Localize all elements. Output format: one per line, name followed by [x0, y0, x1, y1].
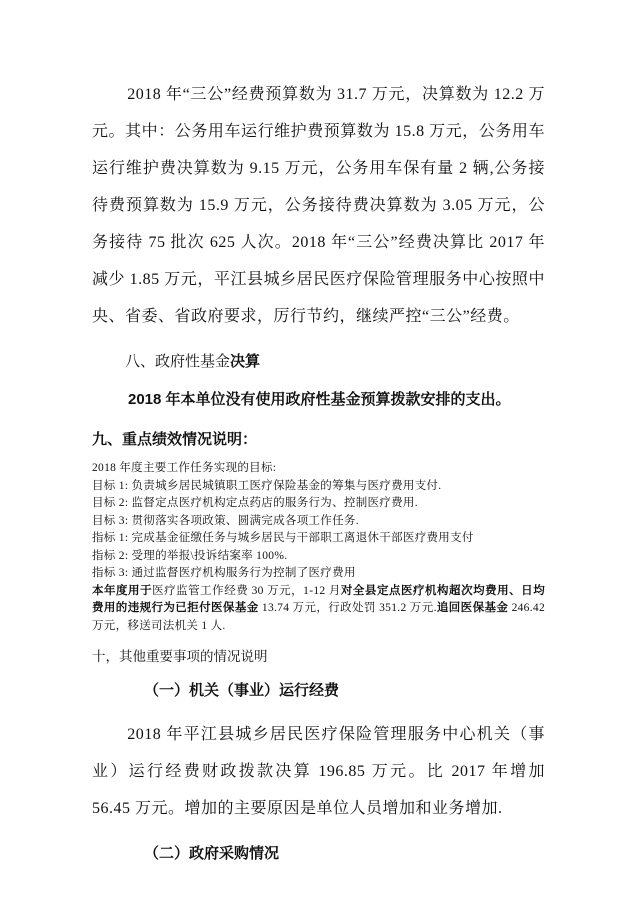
section-8-heading-prefix: 八、政府性基金: [125, 354, 231, 370]
summary-bold-segment: 本年度用于: [92, 584, 153, 597]
section-8-statement: 2018 年本单位没有使用政府性基金预算拨款安排的支出。: [128, 391, 511, 408]
performance-goal-lines: [92, 460, 545, 583]
summary-bold-segment: 对全县定点医疗机构超次均费用、日均费用的违规行为已拒付医保基金: [92, 584, 545, 614]
section-8-heading: [92, 351, 545, 373]
operating-expense-paragraph: 2018 年平江县城乡居民医疗保险管理服务中心机关（事业）运行经费财政拨款决算 196.85 万元。比 2017 年增加 56.45 万元。增加的主要原因是单位人员增加和业务增加.: [92, 726, 545, 817]
section-8-heading-bold-part: 决算: [230, 353, 261, 370]
performance-line: 指标 3: 通过监督医疗机构服务行为控制了医疗费用: [92, 567, 356, 579]
performance-detail-block: [92, 460, 545, 635]
section-9-heading: 九、重点绩效情况说明：: [92, 431, 258, 448]
summary-segment: 13.74 万元，行政处罚 351.2 万元.: [258, 602, 437, 614]
summary-segment: 医疗监管工作经费 30 万元，1-12 月: [152, 584, 341, 597]
performance-line: 目标 1: 负责城乡居民城镇职工医疗保险基金的筹集与医疗费用支付.: [92, 479, 442, 492]
performance-line: 2018 年度主要工作任务实现的目标:: [92, 462, 277, 474]
performance-summary-paragraph: [92, 583, 545, 636]
performance-line: 指标 1: 完成基金征缴任务与城乡居民与干部职工离退休干部医疗费用支付: [92, 532, 474, 544]
performance-line: 目标 2: 监督定点医疗机构定点药店的服务行为、控制医疗费用.: [92, 497, 418, 509]
performance-line: 目标 3: 贯彻落实各项政策、圆满完成各项工作任务.: [92, 514, 359, 527]
subsection-1-heading: （一）机关（事业）运行经费: [144, 682, 340, 699]
section-10-heading: 十，其他重要事项的情况说明: [92, 649, 268, 664]
summary-segment: 246.42 万元，移送司法机关 1 人.: [92, 602, 545, 632]
performance-line: 指标 2: 受理的举报\投诉结案率 100%.: [92, 549, 288, 562]
sangong-expense-paragraph: 2018 年“三公”经费预算数为 31.7 万元，决算数为 12.2 万元。其中：公务用车运行维护费预算数为 15.8 万元，公务用车运行维护费决算数为 9.15 万元，公务用车保有量 2 辆,公务接待费预算数为 15.9 万元，公务接待费决算数为 3.05 万元，公务接待 75 批次 625 人次。2018 年“三公”经费决算比 2017 年减少 1.85 万元，平江县城乡居民医疗保险管理服务中心按照中央、省委、省政府要求，厉行节约，继续严控“三公”经费。: [92, 86, 545, 325]
subsection-2-heading: （二）政府采购情况: [144, 845, 280, 862]
summary-bold-segment: 追回医保基金: [436, 602, 509, 614]
